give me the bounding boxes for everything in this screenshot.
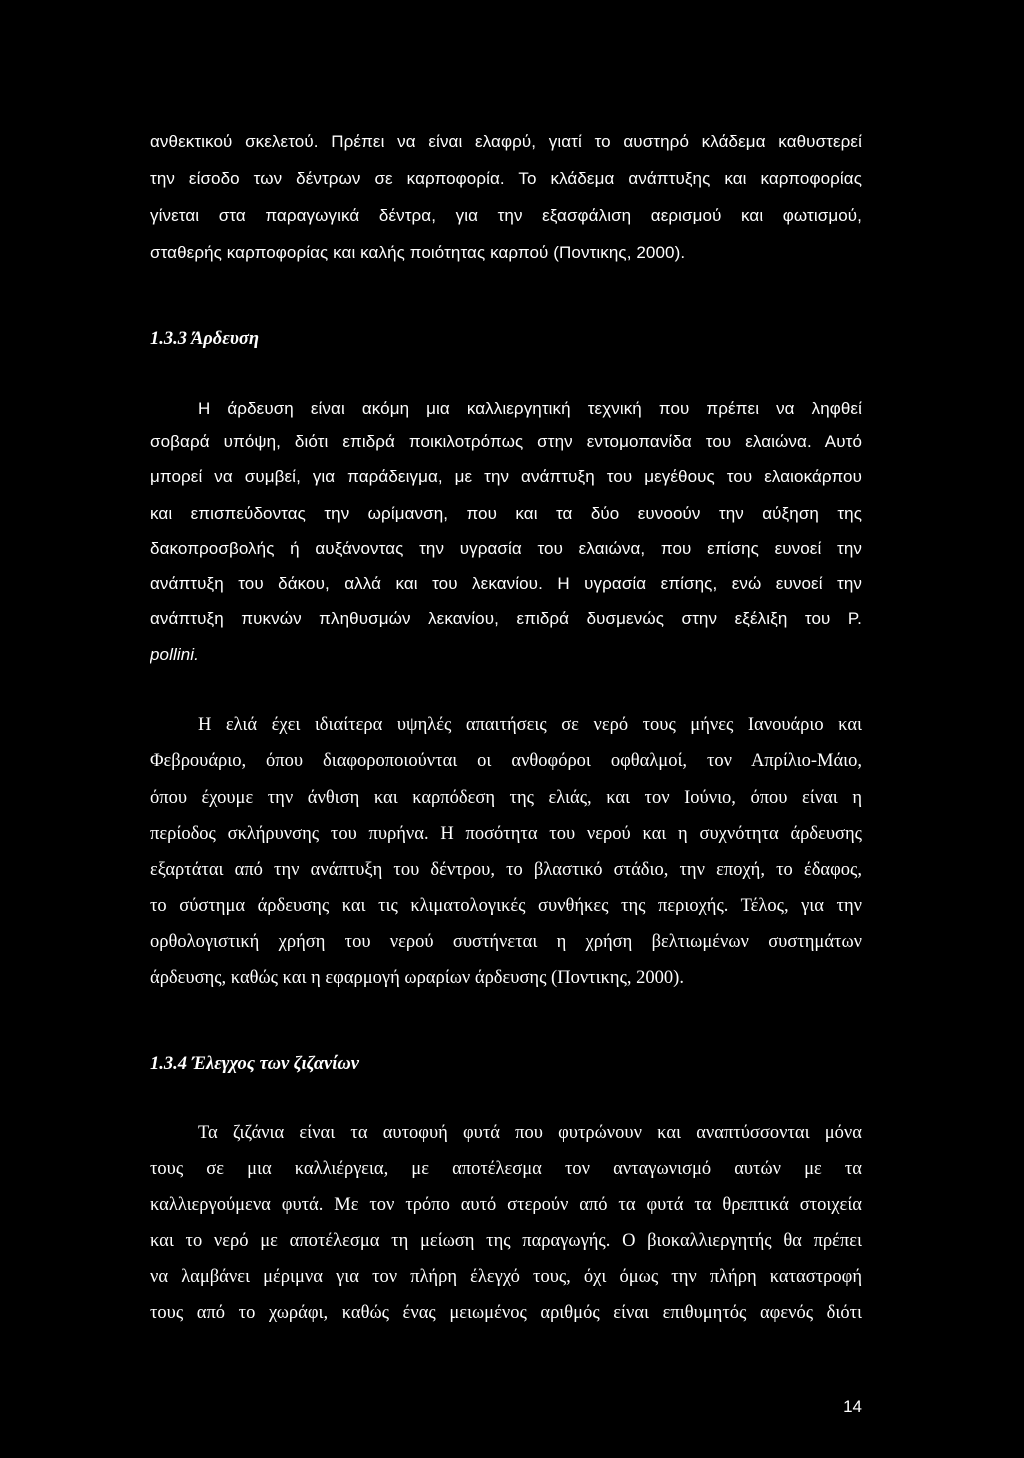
text-line: ορθολογιστική χρήση του νερού συστήνεται η χρήση βελτιωμένων συστημάτων	[150, 932, 862, 952]
text-line: καλλιεργούμενα φυτά. Με τον τρόπο αυτό στερούν από τα φυτά τα θρεπτικά στοιχεία	[150, 1195, 862, 1215]
section-heading-irrigation: 1.3.3 Άρδευση	[150, 329, 260, 349]
text-line: ανάπτυξη πυκνών πληθυσμών λεκανίου, επιδρά δυσμενώς στην εξέλιξη του P.	[150, 609, 862, 628]
text-line: Τα ζιζάνια είναι τα αυτοφυή φυτά που φυτρώνουν και αναπτύσσονται μόνα	[198, 1123, 862, 1143]
text-line: να λαμβάνει μέριμνα για τον πλήρη έλεγχό τους, όχι όμως την πλήρη καταστροφή	[150, 1267, 862, 1287]
text-line: σοβαρά υπόψη, διότι επιδρά ποικιλοτρόπως στην εντομοπανίδα του ελαιώνα. Αυτό	[150, 432, 862, 451]
section-heading-weed-control: 1.3.4 Έλεγχος των ζιζανίων	[150, 1054, 360, 1074]
text-line: γίνεται στα παραγωγικά δέντρα, για την εξασφάλιση αερισμού και φωτισμού,	[150, 206, 862, 225]
text-line: Η άρδευση είναι ακόμη μια καλλιεργητική τεχνική που πρέπει να ληφθεί	[198, 399, 862, 418]
text-line: και επισπεύδοντας την ωρίμανση, που και τα δύο ευνοούν την αύξηση της	[150, 504, 862, 523]
text-line: άρδευσης, καθώς και η εφαρμογή ωραρίων άρδευσης (Ποντικης, 2000).	[150, 968, 684, 988]
text-line: pollini.	[150, 645, 199, 664]
text-line: το σύστημα άρδευσης και τις κλιματολογικές συνθήκες της περιοχής. Τέλος, για την	[150, 896, 862, 916]
text-line: ανθεκτικού σκελετού. Πρέπει να είναι ελαφρύ, γιατί το αυστηρό κλάδεμα καθυστερεί	[150, 132, 862, 151]
page-number: 14	[843, 1397, 862, 1416]
text-line: τους σε μια καλλιέργεια, με αποτέλεσμα τον ανταγωνισμό αυτών με τα	[150, 1159, 862, 1179]
text-line: Η ελιά έχει ιδιαίτερα υψηλές απαιτήσεις σε νερό τους μήνες Ιανουάριο και	[198, 715, 862, 735]
text-line: περίοδος σκλήρυνσης του πυρήνα. Η ποσότητα του νερού και η συχνότητα άρδευσης	[150, 824, 862, 844]
text-line: την είσοδο των δέντρων σε καρποφορία. Το κλάδεμα ανάπτυξης και καρποφορίας	[150, 169, 862, 188]
text-line: σταθερής καρποφορίας και καλής ποιότητας καρπού (Ποντικης, 2000).	[150, 243, 686, 262]
text-line: ανάπτυξη του δάκου, αλλά και του λεκανίου. Η υγρασία επίσης, ενώ ευνοεί την	[150, 574, 862, 593]
text-line: όπου έχουμε την άνθιση και καρπόδεση της ελιάς, και τον Ιούνιο, όπου είναι η	[150, 788, 862, 808]
text-line: Φεβρουάριο, όπου διαφοροποιούνται οι ανθοφόροι οφθαλμοί, τον Απρίλιο-Μάιο,	[150, 751, 862, 771]
text-line: δακοπροσβολής ή αυξάνοντας την υγρασία του ελαιώνα, που επίσης ευνοεί την	[150, 539, 862, 558]
text-line: εξαρτάται από την ανάπτυξη του δέντρου, το βλαστικό στάδιο, την εποχή, το έδαφος,	[150, 860, 862, 880]
text-line: μπορεί να συμβεί, για παράδειγμα, με την ανάπτυξη του μεγέθους του ελαιοκάρπου	[150, 467, 862, 486]
text-line: τους από το χωράφι, καθώς ένας μειωμένος αριθμός είναι επιθυμητός αφενός διότι	[150, 1303, 862, 1323]
text-line: και το νερό με αποτέλεσμα τη μείωση της παραγωγής. Ο βιοκαλλιεργητής θα πρέπει	[150, 1231, 862, 1251]
